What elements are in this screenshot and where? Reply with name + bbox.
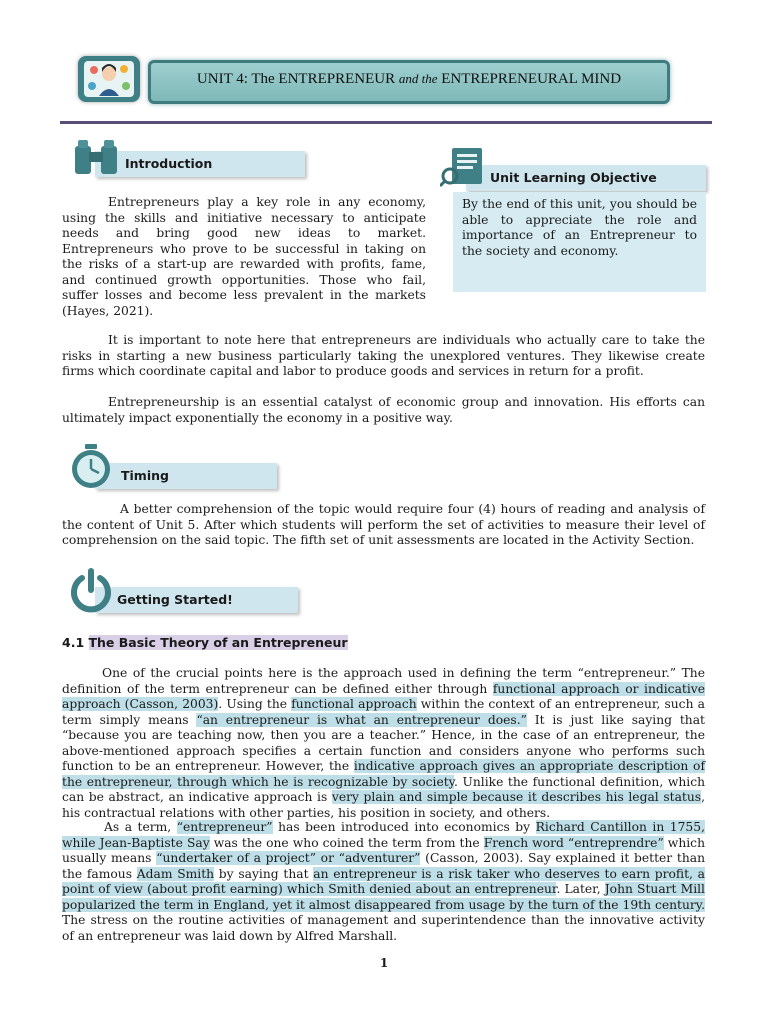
objective-header [466,165,706,191]
basic-theory-paragraph [62,666,705,821]
highlighted-text: functional approach [291,697,417,711]
highlighted-text: Richard Cantillon in 1755, while Jean-Baptiste Say [62,820,705,850]
text-run: has been introduced into economics by [272,820,536,834]
text-run: . Using the [218,697,292,711]
objective-title: Unit Learning Objective [490,170,657,185]
timing-paragraph: A better comprehension of the topic would require four (4) hours of reading and analysis of the content of Unit 5. After which students will perform the set of activities to measure their level of comprehension on the said topic. The fifth set of unit assessments are located in the Activity Section. [62,502,705,547]
text-run: (Casson, 2003). Say explained it better than the famous [62,851,705,881]
page-number: 1 [379,956,389,970]
section-title: The Basic Theory of an Entrepreneur [88,635,348,650]
power-icon [68,568,114,618]
introduction-title: Introduction [125,156,213,171]
highlighted-text: “undertaker of a project” or “adventurer” [156,851,421,865]
highlighted-text: an entrepreneur is a risk taker who deserves to earn profit, a point of view (about profit earning) which Smith denied about an entrepreneur [62,866,705,896]
section-4-1-heading [62,635,348,650]
header-divider [60,121,712,124]
stopwatch-icon [68,444,114,494]
highlighted-text: very plain and simple because it describes his legal status [331,790,702,804]
timing-title: Timing [121,468,169,483]
text-run: , his contractual relations with other parties, his position in society, and others. [62,790,705,820]
getting-started-header [95,587,298,613]
unit-title-and: and the [398,71,438,86]
objective-box [453,192,706,292]
text-run: As a term, [104,820,177,834]
unit-title-part2: ENTREPRENEURAL MIND [437,71,622,87]
text-run: The stress on the routine activities of management and superintendence than the innovative activity of an entrepreneur was laid down by Alfred Marshall. [62,913,705,943]
binoculars-icon [72,140,120,180]
text-run: by saying that [214,866,314,881]
highlighted-text: indicative approach gives an appropriate description of the entrepreneur, through which he is recognizable by society [62,759,705,789]
term-history-paragraph [62,820,705,944]
section-number: 4.1 [62,635,89,650]
unit-banner [78,56,666,104]
highlighted-text: Adam Smith [136,866,215,881]
entrepreneurs-risk-paragraph: It is important to note here that entrepreneurs are individuals who actually care to take the risks in starting a new business particularly taking the unexplored ventures. They likewise create firms which coordinate capital and labor to produce goods and services in return for a profit. [62,333,705,378]
unit-title-part1: UNIT 4: The ENTREPRENEUR [196,71,399,87]
highlighted-text: John Stuart Mill popularized the term in England, yet it almost disappeared from usage by the turn of the 19th century. [62,882,705,912]
text-run: . Later, [556,882,605,896]
unit-title-box [148,60,670,104]
unit-title [151,71,667,88]
text-run: within the context of an entrepreneur, such a term simply means [62,697,705,727]
objective-text: By the end of this unit, you should be able to appreciate the role and importance of an Entrepreneur to the society and economy. [462,197,697,258]
text-run: . Unlike the functional definition, which can be abstract, an indicative approach is [62,774,706,804]
entrepreneurship-catalyst-paragraph: Entrepreneurship is an essential catalyst of economic group and innovation. His efforts can ultimately impact exponentially the economy in a positive way. [62,395,705,425]
highlighted-text: “entrepreneur” [176,820,273,834]
text-run: was the one who coined the term from the [209,835,484,850]
text-run: One of the crucial points here is the approach used in defining the term “entrepreneur.” The definition of the term entrepreneur can be defined either through [62,666,705,696]
highlighted-text: functional approach or indicative approach (Casson, 2003) [62,681,705,711]
getting-started-title: Getting Started! [117,592,233,607]
timing-header [95,463,277,489]
highlighted-text: “an entrepreneur is what an entrepreneur does.” [196,712,527,727]
introduction-header [95,151,305,177]
text-run: It is just like saying that “because you are teaching now, then you are a teacher.” Hence, in the case of an entrepreneur, the above-mentioned approach specifies a certain function and considers anyone who performs such function to be an entrepreneur. However, the [62,712,705,773]
document-search-icon [440,146,488,194]
introduction-paragraph: Entrepreneurs play a key role in any economy, using the skills and initiative necessary to anticipate needs and bring good new ideas to market. Entrepreneurs who prove to be successful in taking on the risks of a start-up are rewarded with profits, fame, and continued growth opportunities. Those who fail, suffer losses and become less prevalent in the markets (Hayes, 2021). [62,195,426,318]
highlighted-text: French word “entreprendre” [483,835,664,850]
teacher-avatar-icon [78,56,140,102]
text-run: which usually means [62,835,705,865]
